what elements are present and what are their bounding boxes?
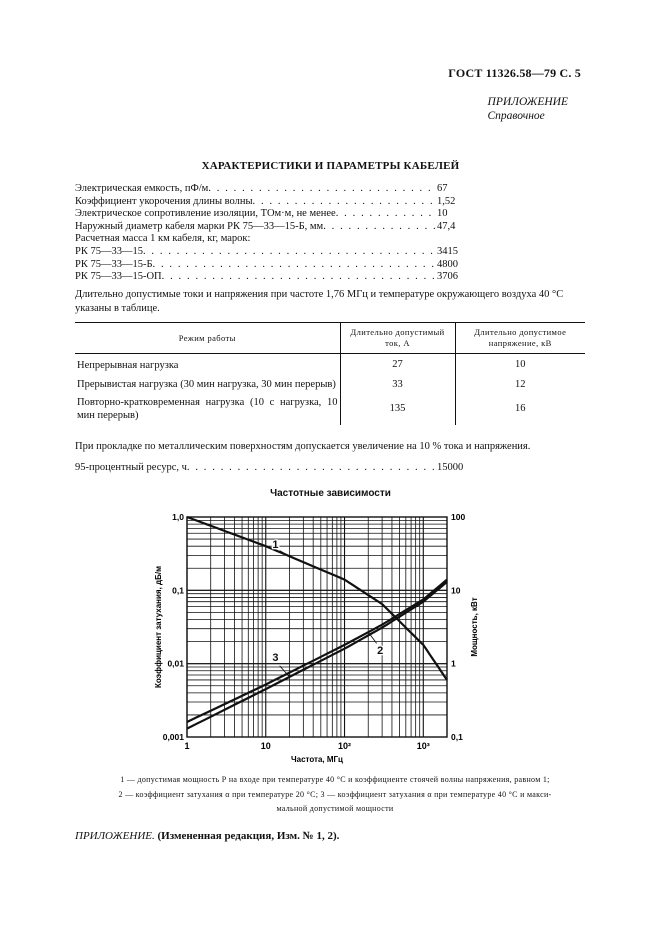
y-tick-label: 0,01 [167,658,184,669]
table-intro-paragraph: Длительно допустимые токи и напряжения при частоте 1,76 МГц и температуре окружающего воздуха 40 °С указаны в таблице. [75,289,564,314]
appendix-label [488,95,568,123]
y-tick-label: 0,001 [162,732,184,742]
y2-axis-label: Мощность, кВт [470,597,479,657]
section-title: ХАРАКТЕРИСТИКИ И ПАРАМЕТРЫ КАБЕЛЕЙ [201,160,460,172]
param-value: 67 [437,183,448,194]
mode-cell: Повторно-кратковременная нагрузка (10 с нагрузка, 10 мин перерыв) [77,397,338,421]
param-label: Электрическая емкость, пФ/м [75,183,209,194]
header-mode: Режим работы [75,323,340,354]
parameters-list [75,183,485,284]
header-voltage: Длительно допустимое напряжение, кВ [455,323,585,354]
note-text: При прокладке по металлическим поверхностям допускается увеличение на 10 % тока и напряжения. [75,441,531,452]
mode-cell: Непрерывная нагрузка [77,360,179,371]
series-label: 3 [272,651,279,664]
param-value: 47,4 [437,220,456,232]
y2-tick-label: 100 [451,512,466,522]
header-current: Длительно допустимый ток, А [340,323,455,354]
param-label: Электрическое сопротивление изоляции, ТОм·м, не менее [75,208,336,220]
caption-line: 2 — коэффициент затухания α при температуре 20 °С; 3 — коэффициент затухания α при температуре 40 °С и макси- [118,789,552,799]
param-row [75,183,485,196]
y-tick-label: 0,1 [172,585,184,596]
param-value: 1,52 [437,195,456,207]
appendix-note: Справочное [487,110,545,122]
caption-line: мальной допустимой мощности [276,804,394,813]
x-tick-label: 10³ [416,741,430,751]
voltage-cell: 16 [455,394,585,425]
param-value: 10 [437,208,448,220]
mass-value: 3415 [437,245,458,257]
x-tick-label: 10² [338,741,352,751]
x-tick-label: 10 [260,741,271,751]
mass-label: РК 75—33—15 [75,245,143,257]
x-tick-label: 1 [184,741,190,751]
current-voltage-table [75,322,585,425]
voltage-cell: 10 [455,354,585,376]
mass-row [75,246,485,259]
table-row [75,376,585,395]
param-label: Коэффициент укорочения длины волны [75,195,253,207]
frequency-chart [150,500,480,770]
mass-value: 3706 [437,271,458,283]
series-label: 1 [272,539,279,552]
table-row [75,394,585,425]
resource-label: 95-процентный ресурс, ч [75,462,187,473]
resource-row [75,462,485,473]
current-cell: 33 [340,376,455,395]
param-row [75,196,485,209]
y2-tick-label: 10 [451,585,461,596]
mass-label: РК 75—33—15-Б [75,258,153,270]
footer-text: (Измененная редакция, Изм. № 1, 2). [157,830,340,842]
footer-note [75,830,339,842]
mode-cell: Прерывистая нагрузка (30 мин нагрузка, 30 мин перерыв) [77,378,336,390]
y2-tick-label: 1 [451,658,456,669]
voltage-cell: 12 [455,376,585,395]
mass-value: 4800 [437,258,458,270]
mass-label: РК 75—33—15-ОП [75,271,162,283]
page-header: ГОСТ 11326.58—79 С. 5 [448,66,581,80]
footer-appendix: ПРИЛОЖЕНИЕ. [75,830,155,842]
mass-row [75,259,485,272]
resource-value: 15000 [437,462,464,473]
param-label: Наружный диаметр кабеля марки РК 75—33—15-Б, мм [75,220,324,232]
series-curve-3 [187,582,447,729]
caption-line: 1 — допустимая мощность Р на входе при температуре 40 °С и коэффициенте стоячей волны напряжения, равном 1; [120,775,550,784]
param-row [75,221,485,234]
table-row [75,354,585,376]
mass-heading: Расчетная масса 1 км кабеля, кг, марок: [75,233,251,245]
series-curve-2 [187,580,447,722]
current-cell: 135 [340,394,455,425]
series-label: 2 [377,645,384,658]
param-row [75,208,485,221]
chart-title: Частотные зависимости [270,488,391,499]
y2-tick-label: 0,1 [451,732,463,742]
chart-caption [60,773,610,817]
mass-row [75,271,485,284]
current-cell: 27 [340,354,455,376]
y-axis-label: Коэффициент затухания, дБ/м [154,566,163,688]
y-tick-label: 1,0 [172,512,184,522]
appendix-title: ПРИЛОЖЕНИЕ [487,96,568,108]
x-axis-label: Частота, МГц [291,755,343,764]
series-curve-1 [187,517,447,680]
